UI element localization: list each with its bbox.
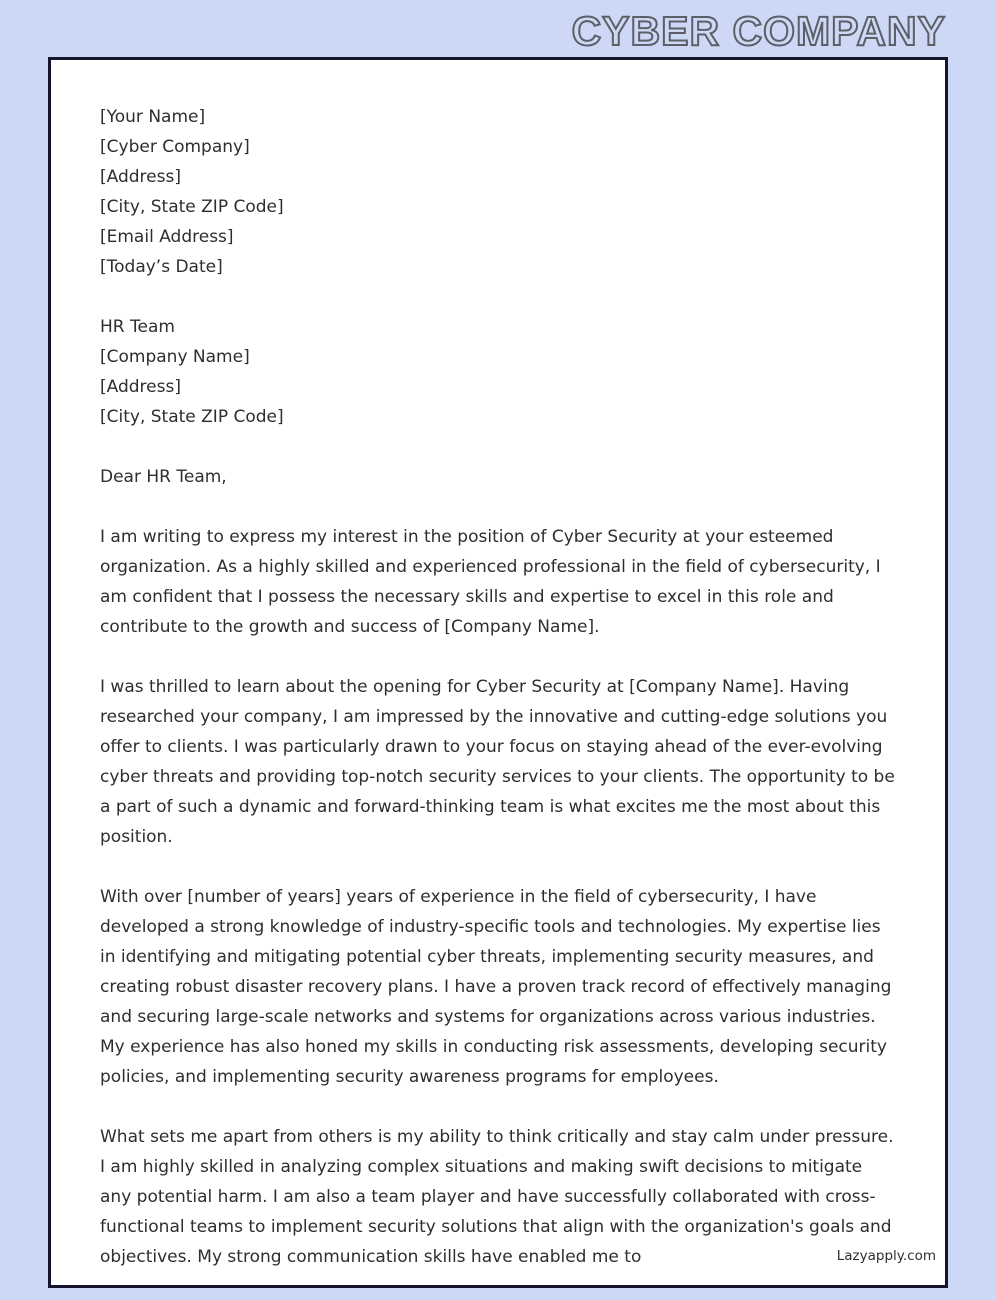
recipient-line: HR Team bbox=[100, 317, 175, 337]
sender-block bbox=[100, 102, 897, 282]
salutation-block bbox=[100, 462, 897, 492]
letter-content bbox=[51, 60, 945, 1272]
brand-logo-text: CYBER COMPANY bbox=[571, 8, 946, 54]
recipient-line: [City, State ZIP Code] bbox=[100, 407, 284, 427]
sender-line: [Today’s Date] bbox=[100, 257, 223, 277]
sender-line: [Email Address] bbox=[100, 227, 234, 247]
sender-line: [Cyber Company] bbox=[100, 137, 250, 157]
recipient-line: [Address] bbox=[100, 377, 181, 397]
body-paragraph: I am writing to express my interest in the position of Cyber Security at your esteemed organization. As a highly skilled and experienced professional in the field of cybersecurity, I am confident that I possess the necessary skills and expertise to excel in this role and contribute to the growth and success of [Company Name]. bbox=[100, 527, 881, 637]
recipient-line: [Company Name] bbox=[100, 347, 250, 367]
watermark-text: Lazyapply.com bbox=[836, 1248, 936, 1264]
salutation: Dear HR Team, bbox=[100, 467, 227, 487]
recipient-block bbox=[100, 312, 897, 432]
body-paragraph: What sets me apart from others is my ability to think critically and stay calm under pressure. I am highly skilled in analyzing complex situations and making swift decisions to mitigate any potential harm. I am also a team player and have successfully collaborated with cross-functional teams to implement security solutions that align with the organization's goals and objectives. My strong communication skills have enabled me to bbox=[100, 1127, 894, 1267]
sender-line: [Your Name] bbox=[100, 107, 206, 127]
sender-line: [City, State ZIP Code] bbox=[100, 197, 284, 217]
body-paragraph: I was thrilled to learn about the opening for Cyber Security at [Company Name]. Having researched your company, I am impressed by the innovative and cutting-edge solutions you offer to clients. I was particularly drawn to your focus on staying ahead of the ever-evolving cyber threats and providing top-notch security services to your clients. The opportunity to be a part of such a dynamic and forward-thinking team is what excites me the most about this position. bbox=[100, 677, 895, 847]
sender-line: [Address] bbox=[100, 167, 181, 187]
body-paragraph: With over [number of years] years of experience in the field of cybersecurity, I have developed a strong knowledge of industry-specific tools and technologies. My expertise lies in identifying and mitigating potential cyber threats, implementing security measures, and creating robust disaster recovery plans. I have a proven track record of effectively managing and securing large-scale networks and systems for organizations across various industries. My experience has also honed my skills in conducting risk assessments, developing security policies, and implementing security awareness programs for employees. bbox=[100, 887, 892, 1087]
letter-sheet bbox=[48, 57, 948, 1288]
